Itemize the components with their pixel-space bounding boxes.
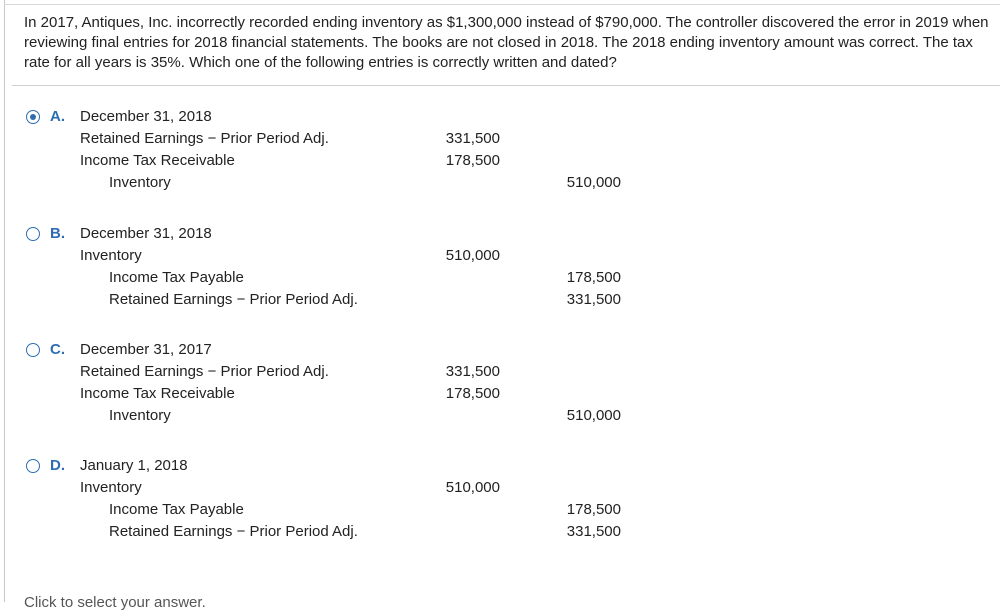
account-name: Retained Earnings − Prior Period Adj.	[109, 523, 358, 540]
answer-option-c[interactable]	[0, 341, 1000, 451]
journal-line	[0, 269, 1000, 291]
account-name: Inventory	[80, 247, 142, 264]
radio-button-b[interactable]	[26, 227, 40, 241]
journal-line	[0, 152, 1000, 174]
credit-amount: 178,500	[566, 269, 621, 286]
account-name: Retained Earnings − Prior Period Adj.	[109, 291, 358, 308]
account-name: Inventory	[109, 174, 171, 191]
debit-amount: 178,500	[445, 152, 500, 169]
journal-line	[0, 174, 1000, 196]
option-letter: A.	[50, 108, 65, 125]
radio-button-a[interactable]	[26, 110, 40, 124]
radio-button-d[interactable]	[26, 459, 40, 473]
account-name: Income Tax Receivable	[80, 385, 235, 402]
journal-line	[0, 385, 1000, 407]
journal-line	[0, 479, 1000, 501]
question-divider	[12, 85, 1000, 86]
account-name: Income Tax Payable	[109, 269, 244, 286]
credit-amount: 178,500	[566, 501, 621, 518]
answer-option-d[interactable]	[0, 457, 1000, 567]
credit-amount: 510,000	[566, 174, 621, 191]
option-letter: C.	[50, 341, 65, 358]
account-name: Retained Earnings − Prior Period Adj.	[80, 130, 329, 147]
account-name: Inventory	[109, 407, 171, 424]
radio-button-c[interactable]	[26, 343, 40, 357]
journal-line	[0, 407, 1000, 429]
question-text: In 2017, Antiques, Inc. incorrectly recorded ending inventory as $1,300,000 instead of $790,000. The controller discovered the error in 2019 when reviewing final entries for 2018 financial statements. The books are not closed in 2018. The 2018 ending inventory amount was correct. The tax rate for all years is 35%. Which one of the following entries is correctly written and dated?	[24, 14, 989, 71]
entry-date: December 31, 2018	[80, 108, 212, 125]
journal-line	[0, 523, 1000, 545]
debit-amount: 331,500	[445, 130, 500, 147]
account-name: Inventory	[80, 479, 142, 496]
answer-option-a[interactable]	[0, 108, 1000, 218]
credit-amount: 331,500	[566, 523, 621, 540]
journal-line	[0, 291, 1000, 313]
debit-amount: 178,500	[445, 385, 500, 402]
option-letter: B.	[50, 225, 65, 242]
debit-amount: 331,500	[445, 363, 500, 380]
journal-line	[0, 501, 1000, 523]
option-letter: D.	[50, 457, 65, 474]
account-name: Income Tax Receivable	[80, 152, 235, 169]
account-name: Income Tax Payable	[109, 501, 244, 518]
entry-date: January 1, 2018	[80, 457, 188, 474]
instruction-text: Click to select your answer.	[24, 594, 206, 611]
account-name: Retained Earnings − Prior Period Adj.	[80, 363, 329, 380]
answer-option-b[interactable]	[0, 225, 1000, 335]
credit-amount: 331,500	[566, 291, 621, 308]
journal-line	[0, 130, 1000, 152]
entry-date: December 31, 2017	[80, 341, 212, 358]
top-border	[4, 4, 1000, 5]
journal-line	[0, 247, 1000, 269]
credit-amount: 510,000	[566, 407, 621, 424]
entry-date: December 31, 2018	[80, 225, 212, 242]
debit-amount: 510,000	[445, 247, 500, 264]
journal-line	[0, 363, 1000, 385]
debit-amount: 510,000	[445, 479, 500, 496]
